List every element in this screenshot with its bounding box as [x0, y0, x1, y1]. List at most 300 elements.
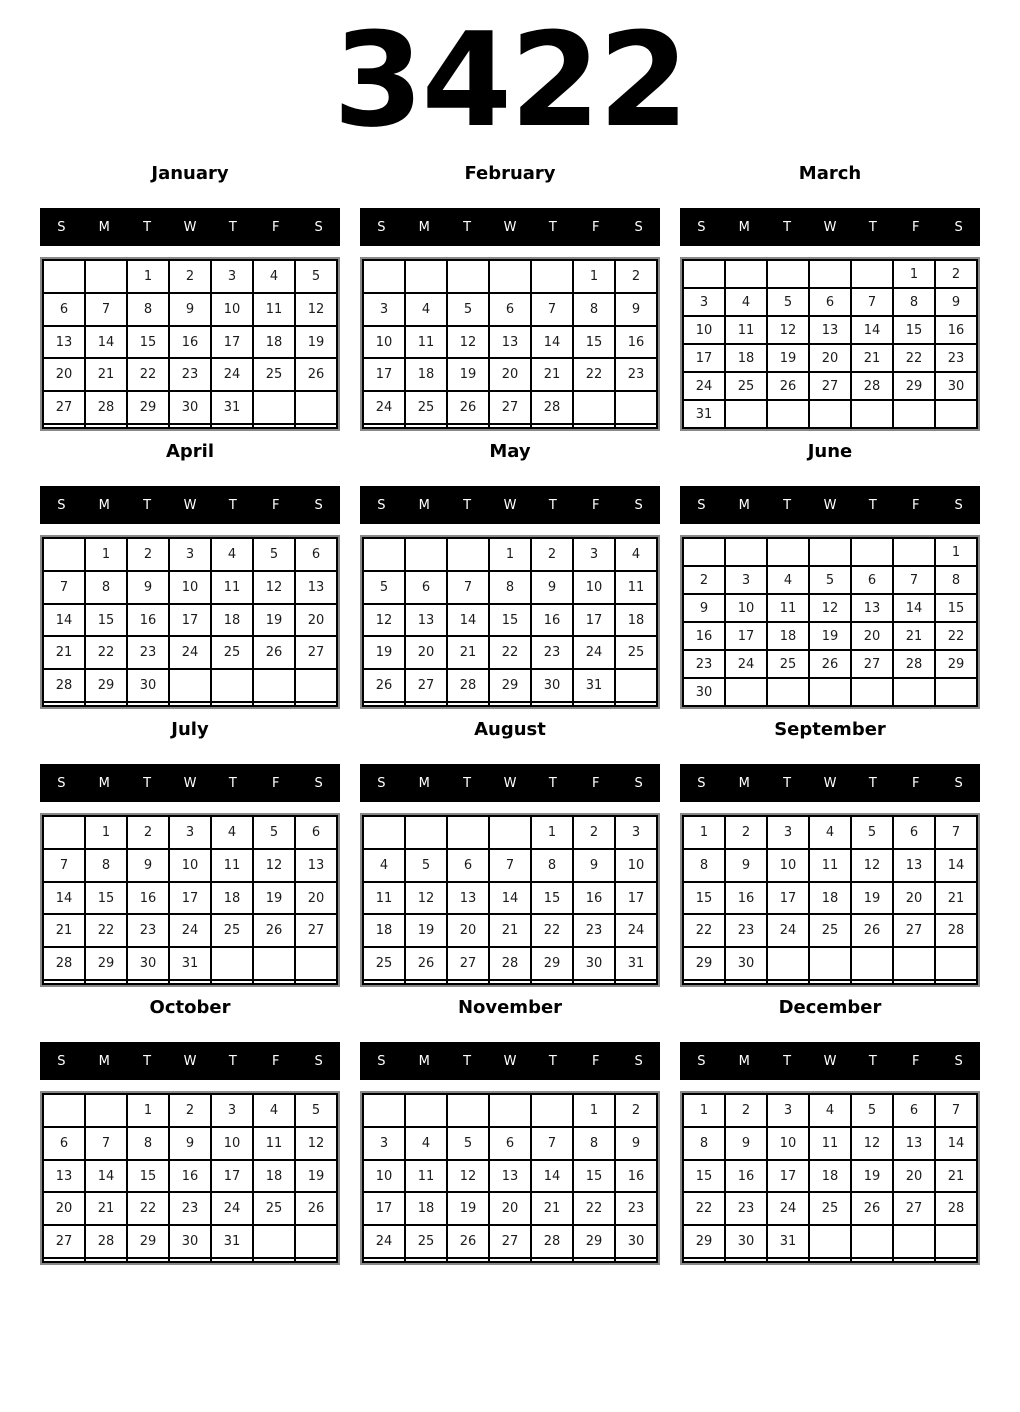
day-cell-empty	[893, 1225, 935, 1258]
day-cell-empty	[767, 1258, 809, 1262]
day-cell: 28	[85, 391, 127, 424]
week-row	[363, 849, 657, 882]
day-cell-empty	[85, 1258, 127, 1262]
week-row	[363, 1258, 657, 1262]
day-cell: 16	[683, 622, 725, 650]
weekday-label: M	[418, 497, 430, 513]
day-cell: 14	[935, 1127, 977, 1160]
weekday-label: S	[57, 219, 66, 235]
day-cell-empty	[531, 1258, 573, 1262]
day-cell: 28	[85, 1225, 127, 1258]
day-cell-empty	[447, 1258, 489, 1262]
day-cell: 27	[43, 1225, 85, 1258]
day-cell: 14	[85, 326, 127, 359]
week-row	[683, 816, 977, 849]
day-cell: 3	[573, 538, 615, 571]
week-row	[363, 882, 657, 915]
weekday-label: S	[377, 775, 386, 791]
weekday-label: F	[271, 775, 280, 791]
day-cell: 8	[893, 288, 935, 316]
day-cell: 25	[725, 372, 767, 400]
day-cell: 5	[447, 293, 489, 326]
day-cell: 26	[405, 947, 447, 980]
weekday-label: F	[911, 219, 920, 235]
weekday-header-bar	[680, 208, 980, 246]
week-row	[43, 1127, 337, 1160]
day-cell: 2	[127, 816, 169, 849]
day-cell-empty	[405, 260, 447, 293]
day-cell: 26	[447, 1225, 489, 1258]
day-cell: 30	[127, 669, 169, 702]
day-cell: 1	[573, 260, 615, 293]
day-cell: 22	[573, 358, 615, 391]
day-cell: 15	[893, 316, 935, 344]
day-cell: 1	[531, 816, 573, 849]
day-cell: 8	[573, 293, 615, 326]
day-cell: 13	[489, 326, 531, 359]
day-cell: 27	[295, 636, 337, 669]
day-cell: 8	[127, 1127, 169, 1160]
day-cell: 9	[725, 1127, 767, 1160]
day-cell: 3	[169, 538, 211, 571]
week-row	[43, 947, 337, 980]
day-cell: 31	[683, 400, 725, 428]
day-cell: 3	[725, 566, 767, 594]
day-cell-empty	[363, 980, 405, 984]
day-cell: 27	[447, 947, 489, 980]
day-cell: 24	[615, 914, 657, 947]
day-cell: 5	[253, 816, 295, 849]
weekday-label: M	[98, 497, 110, 513]
day-cell: 24	[169, 636, 211, 669]
day-cell: 14	[893, 594, 935, 622]
day-cell: 3	[615, 816, 657, 849]
week-row	[363, 1192, 657, 1225]
day-cell: 19	[295, 326, 337, 359]
day-cell: 15	[573, 1160, 615, 1193]
month-title: April	[165, 440, 215, 462]
week-row	[363, 571, 657, 604]
day-cell: 15	[683, 882, 725, 915]
day-cell-empty	[363, 1258, 405, 1262]
day-cell: 9	[615, 1127, 657, 1160]
day-cell-empty	[935, 980, 977, 984]
day-cell: 7	[851, 288, 893, 316]
weekday-label: F	[911, 775, 920, 791]
day-cell-empty	[725, 260, 767, 288]
weekday-header-bar	[680, 764, 980, 802]
day-cell: 10	[573, 571, 615, 604]
weekday-label: F	[911, 1053, 920, 1069]
month-table-frame	[360, 813, 660, 987]
day-cell: 16	[127, 882, 169, 915]
month-day-grid	[362, 259, 658, 429]
month-table-frame	[40, 813, 340, 987]
day-cell: 21	[85, 1192, 127, 1225]
day-cell: 20	[893, 1160, 935, 1193]
weekday-label: T	[783, 219, 792, 235]
month-title: October	[149, 996, 231, 1018]
day-cell: 24	[767, 1192, 809, 1225]
day-cell: 28	[935, 1192, 977, 1225]
weekday-label: T	[783, 775, 792, 791]
day-cell: 25	[809, 914, 851, 947]
day-cell: 15	[935, 594, 977, 622]
day-cell: 11	[615, 571, 657, 604]
day-cell-empty	[615, 1258, 657, 1262]
weekday-label: T	[228, 219, 237, 235]
day-cell: 28	[531, 1225, 573, 1258]
day-cell-empty	[405, 816, 447, 849]
weekday-label: F	[591, 497, 600, 513]
day-cell-empty	[253, 1258, 295, 1262]
day-cell: 20	[43, 358, 85, 391]
day-cell-empty	[169, 424, 211, 428]
weekday-header-bar	[40, 208, 340, 246]
day-cell: 13	[893, 1127, 935, 1160]
day-cell: 30	[725, 1225, 767, 1258]
week-row	[363, 358, 657, 391]
day-cell-empty	[405, 980, 447, 984]
day-cell-empty	[935, 400, 977, 428]
day-cell: 13	[295, 571, 337, 604]
week-row	[43, 669, 337, 702]
day-cell-empty	[683, 980, 725, 984]
month-title: January	[151, 162, 229, 184]
day-cell: 24	[767, 914, 809, 947]
day-cell-empty	[809, 678, 851, 706]
weekday-header-bar	[40, 764, 340, 802]
week-row	[43, 538, 337, 571]
day-cell: 19	[405, 914, 447, 947]
day-cell: 17	[211, 326, 253, 359]
week-row	[43, 1094, 337, 1127]
day-cell: 26	[363, 669, 405, 702]
day-cell: 16	[169, 326, 211, 359]
day-cell: 27	[489, 391, 531, 424]
week-row	[363, 636, 657, 669]
day-cell: 12	[447, 326, 489, 359]
day-cell-empty	[531, 1094, 573, 1127]
day-cell: 16	[573, 882, 615, 915]
weekday-label: S	[954, 1053, 963, 1069]
day-cell: 28	[43, 669, 85, 702]
day-cell-empty	[809, 538, 851, 566]
week-row	[683, 566, 977, 594]
day-cell: 19	[253, 882, 295, 915]
day-cell: 11	[253, 1127, 295, 1160]
day-cell-empty	[43, 260, 85, 293]
weekday-label: T	[783, 497, 792, 513]
day-cell: 4	[211, 538, 253, 571]
day-cell-empty	[851, 678, 893, 706]
day-cell: 7	[85, 293, 127, 326]
day-cell: 6	[893, 816, 935, 849]
day-cell: 24	[169, 914, 211, 947]
day-cell: 22	[127, 358, 169, 391]
day-cell-empty	[809, 947, 851, 980]
day-cell: 11	[809, 1127, 851, 1160]
weekday-label: S	[314, 1053, 323, 1069]
day-cell: 4	[767, 566, 809, 594]
day-cell-empty	[447, 260, 489, 293]
day-cell: 5	[253, 538, 295, 571]
day-cell: 16	[615, 1160, 657, 1193]
day-cell: 14	[531, 326, 573, 359]
day-cell: 18	[363, 914, 405, 947]
day-cell: 10	[683, 316, 725, 344]
month-september	[680, 716, 980, 987]
day-cell: 12	[851, 1127, 893, 1160]
day-cell: 14	[43, 882, 85, 915]
month-title: July	[171, 718, 209, 740]
day-cell: 16	[615, 326, 657, 359]
day-cell-empty	[809, 1225, 851, 1258]
day-cell: 26	[767, 372, 809, 400]
day-cell-empty	[127, 702, 169, 706]
day-cell-empty	[253, 947, 295, 980]
day-cell: 29	[935, 650, 977, 678]
day-cell: 4	[253, 1094, 295, 1127]
day-cell: 23	[935, 344, 977, 372]
day-cell-empty	[893, 538, 935, 566]
weekday-label: F	[271, 497, 280, 513]
weekday-label: M	[738, 775, 750, 791]
weekday-label: M	[738, 497, 750, 513]
weekday-header-bar	[360, 764, 660, 802]
day-cell: 31	[211, 391, 253, 424]
weekday-label: T	[228, 497, 237, 513]
day-cell: 18	[809, 1160, 851, 1193]
weekday-label: T	[463, 219, 472, 235]
week-row	[43, 1258, 337, 1262]
day-cell-empty	[615, 702, 657, 706]
day-cell-empty	[683, 260, 725, 288]
day-cell: 8	[489, 571, 531, 604]
day-cell: 18	[725, 344, 767, 372]
day-cell-empty	[363, 816, 405, 849]
day-cell-empty	[573, 980, 615, 984]
day-cell-empty	[935, 1258, 977, 1262]
day-cell: 28	[893, 650, 935, 678]
day-cell: 29	[127, 1225, 169, 1258]
week-row	[683, 400, 977, 428]
day-cell: 28	[489, 947, 531, 980]
day-cell: 20	[43, 1192, 85, 1225]
day-cell: 16	[725, 1160, 767, 1193]
day-cell-empty	[573, 424, 615, 428]
weekday-label: T	[143, 497, 152, 513]
day-cell: 26	[809, 650, 851, 678]
day-cell: 30	[127, 947, 169, 980]
day-cell: 19	[295, 1160, 337, 1193]
weekday-label: S	[314, 775, 323, 791]
weekday-label: T	[228, 1053, 237, 1069]
day-cell: 23	[615, 358, 657, 391]
day-cell: 13	[43, 1160, 85, 1193]
week-row	[683, 538, 977, 566]
day-cell: 30	[615, 1225, 657, 1258]
day-cell-empty	[295, 1225, 337, 1258]
day-cell: 4	[253, 260, 295, 293]
day-cell: 21	[447, 636, 489, 669]
weekday-label: F	[911, 497, 920, 513]
day-cell: 11	[405, 326, 447, 359]
weekday-label: S	[954, 775, 963, 791]
weekday-label: S	[57, 1053, 66, 1069]
day-cell: 28	[447, 669, 489, 702]
day-cell: 25	[363, 947, 405, 980]
week-row	[683, 678, 977, 706]
day-cell: 17	[169, 604, 211, 637]
day-cell: 10	[615, 849, 657, 882]
weekday-label: T	[548, 1053, 557, 1069]
day-cell: 17	[363, 358, 405, 391]
day-cell-empty	[447, 816, 489, 849]
day-cell: 27	[893, 1192, 935, 1225]
day-cell: 9	[615, 293, 657, 326]
day-cell: 14	[85, 1160, 127, 1193]
week-row	[683, 622, 977, 650]
week-row	[363, 816, 657, 849]
day-cell: 14	[851, 316, 893, 344]
day-cell: 6	[851, 566, 893, 594]
day-cell-empty	[809, 980, 851, 984]
day-cell: 11	[211, 571, 253, 604]
day-cell: 30	[531, 669, 573, 702]
day-cell: 6	[809, 288, 851, 316]
day-cell: 15	[531, 882, 573, 915]
day-cell: 29	[573, 1225, 615, 1258]
week-row	[363, 1225, 657, 1258]
day-cell: 6	[43, 1127, 85, 1160]
day-cell-empty	[489, 260, 531, 293]
day-cell: 3	[363, 1127, 405, 1160]
week-row	[363, 947, 657, 980]
day-cell: 5	[363, 571, 405, 604]
day-cell: 10	[169, 571, 211, 604]
day-cell-empty	[851, 260, 893, 288]
day-cell-empty	[851, 947, 893, 980]
day-cell: 10	[767, 849, 809, 882]
day-cell: 11	[211, 849, 253, 882]
month-march	[680, 160, 980, 431]
day-cell: 24	[683, 372, 725, 400]
day-cell-empty	[573, 1258, 615, 1262]
weekday-label: T	[143, 1053, 152, 1069]
day-cell: 17	[767, 882, 809, 915]
day-cell-empty	[85, 980, 127, 984]
weekday-label: S	[377, 219, 386, 235]
day-cell-empty	[531, 980, 573, 984]
day-cell: 18	[615, 604, 657, 637]
day-cell: 17	[767, 1160, 809, 1193]
day-cell: 12	[851, 849, 893, 882]
day-cell-empty	[489, 424, 531, 428]
day-cell: 23	[531, 636, 573, 669]
month-day-grid	[42, 259, 338, 429]
day-cell-empty	[127, 980, 169, 984]
day-cell: 18	[405, 358, 447, 391]
day-cell: 25	[615, 636, 657, 669]
weekday-label: W	[823, 497, 837, 513]
month-table-frame	[40, 535, 340, 709]
day-cell: 7	[85, 1127, 127, 1160]
month-table-frame	[680, 257, 980, 431]
day-cell: 21	[489, 914, 531, 947]
day-cell: 23	[725, 1192, 767, 1225]
day-cell: 23	[573, 914, 615, 947]
day-cell: 10	[725, 594, 767, 622]
day-cell: 22	[893, 344, 935, 372]
day-cell-empty	[809, 1258, 851, 1262]
month-may	[360, 438, 660, 709]
day-cell-empty	[211, 980, 253, 984]
week-row	[43, 571, 337, 604]
day-cell-empty	[85, 1094, 127, 1127]
day-cell: 22	[683, 914, 725, 947]
day-cell: 31	[211, 1225, 253, 1258]
day-cell: 8	[531, 849, 573, 882]
day-cell-empty	[851, 980, 893, 984]
month-title: June	[807, 440, 853, 462]
day-cell: 29	[531, 947, 573, 980]
week-row	[683, 260, 977, 288]
day-cell-empty	[893, 400, 935, 428]
week-row	[43, 1160, 337, 1193]
day-cell: 19	[363, 636, 405, 669]
day-cell-empty	[43, 702, 85, 706]
day-cell-empty	[683, 538, 725, 566]
day-cell: 12	[253, 571, 295, 604]
day-cell: 12	[363, 604, 405, 637]
week-row	[683, 1160, 977, 1193]
day-cell-empty	[851, 400, 893, 428]
day-cell: 17	[363, 1192, 405, 1225]
day-cell-empty	[169, 980, 211, 984]
day-cell: 1	[683, 816, 725, 849]
day-cell: 2	[169, 1094, 211, 1127]
day-cell: 2	[615, 1094, 657, 1127]
week-row	[363, 391, 657, 424]
month-november	[360, 994, 660, 1265]
day-cell: 12	[295, 1127, 337, 1160]
weekday-label: F	[591, 219, 600, 235]
day-cell: 19	[253, 604, 295, 637]
day-cell: 23	[169, 1192, 211, 1225]
weekday-header-bar	[360, 208, 660, 246]
weekday-label: W	[183, 1053, 197, 1069]
weekday-label: T	[548, 219, 557, 235]
day-cell-empty	[531, 424, 573, 428]
month-table-frame	[680, 813, 980, 987]
day-cell-empty	[295, 980, 337, 984]
day-cell: 10	[363, 1160, 405, 1193]
day-cell-empty	[893, 1258, 935, 1262]
day-cell: 11	[809, 849, 851, 882]
day-cell-empty	[169, 702, 211, 706]
weekday-label: S	[954, 219, 963, 235]
day-cell: 15	[683, 1160, 725, 1193]
day-cell-empty	[767, 260, 809, 288]
day-cell-empty	[363, 702, 405, 706]
day-cell: 31	[767, 1225, 809, 1258]
day-cell: 21	[43, 636, 85, 669]
day-cell-empty	[85, 260, 127, 293]
day-cell: 27	[851, 650, 893, 678]
weekday-label: W	[503, 1053, 517, 1069]
day-cell: 1	[127, 1094, 169, 1127]
